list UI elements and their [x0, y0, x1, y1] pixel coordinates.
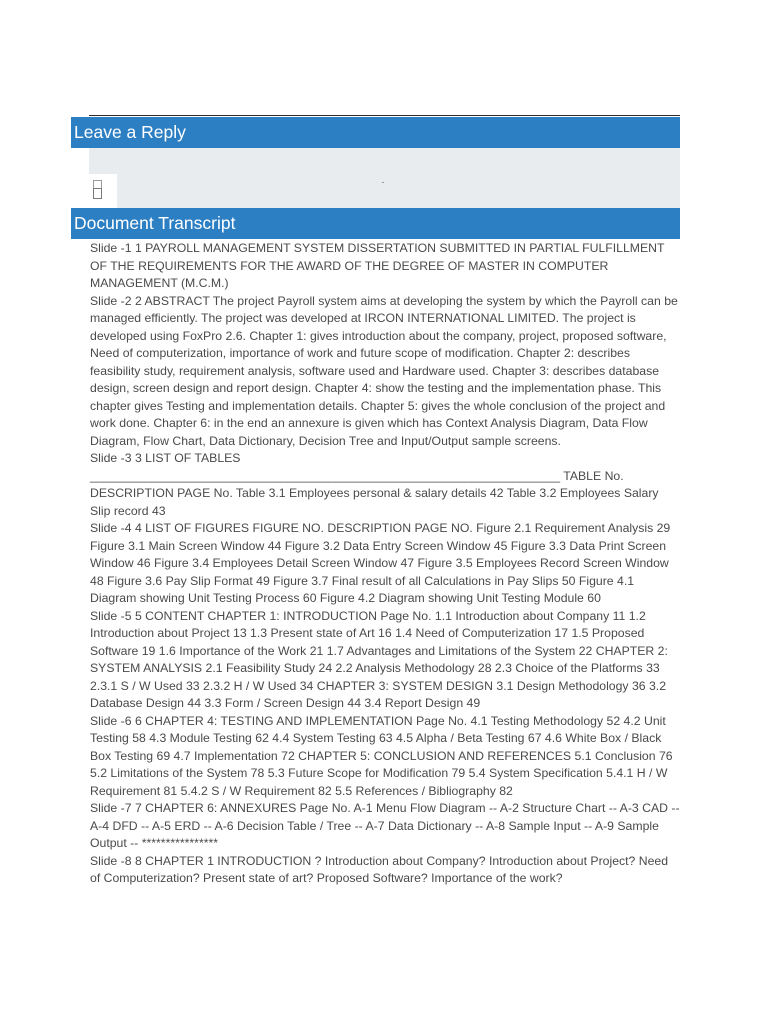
transcript-slide: Slide -1 1 PAYROLL MANAGEMENT SYSTEM DISSERTATION SUBMITTED IN PARTIAL FULFILLMENT OF THE REQUIREMENTS FOR THE AWARD OF THE DEGREE OF MASTER IN COMPUTER MANAGEMENT (M.C.M.): [90, 241, 665, 290]
top-divider: [89, 115, 680, 116]
broken-image-icon: [89, 174, 117, 208]
transcript-slide: Slide -7 7 CHAPTER 6: ANNEXURES Page No. A-1 Menu Flow Diagram -- A-2 Structure Chart -- A-3 CAD -- A-4 DFD -- A-5 ERD -- A-6 Decision Table / Tree -- A-7 Data Dictionary -- A-8 Sample Input -- A-9 Sample Output -- ****************: [90, 801, 680, 850]
leave-a-reply-header: Leave a Reply: [71, 117, 680, 148]
reply-placeholder-dot: [382, 182, 384, 183]
transcript-slide: Slide -2 2 ABSTRACT The project Payroll system aims at developing the system by which the Payroll can be managed efficiently. The project was developed at IRCON INTERNATIONAL LIMITED. The project is developed using FoxPro 2.6. Chapter 1: gives introduction about the company, project, proposed software, Need of computerization, importance of work and future scope of modification. Chapter 2: describes feasibility study, requirement analysis, software used and Hardware used. Chapter 3: describes database design, screen design and report design. Chapter 4: show the testing and the implementation phase. This chapter gives Testing and implementation details. Chapter 5: gives the whole conclusion of the project and work done. Chapter 6: in the end an annexure is given which has Context Analysis Diagram, Data Flow Diagram, Flow Chart, Data Dictionary, Decision Tree and Input/Output sample screens.: [90, 293, 678, 448]
transcript-slide: Slide -3 3 LIST OF TABLES _____________________________________________________________________ TABLE No. DESCRIPTION PAGE No. Table 3.1 Employees personal & salary details 42 Table 3.2 Employees Salary Slip record 43: [90, 451, 659, 518]
transcript-slide: Slide -6 6 CHAPTER 4: TESTING AND IMPLEMENTATION Page No. 4.1 Testing Methodology 52 4.2 Unit Testing 58 4.3 Module Testing 62 4.4 System Testing 63 4.5 Alpha / Beta Testing 67 4.6 White Box / Black Box Testing 69 4.7 Implementation 72 CHAPTER 5: CONCLUSION AND REFERENCES 5.1 Conclusion 76 5.2 Limitations of the System 78 5.3 Future Scope for Modification 79 5.4 System Specification 5.4.1 H / W Requirement 81 5.4.2 S / W Requirement 82 5.5 References / Bibliography 82: [90, 713, 673, 798]
transcript-body: [90, 240, 680, 888]
reply-form-area: [89, 148, 680, 208]
transcript-slide: Slide -5 5 CONTENT CHAPTER 1: INTRODUCTION Page No. 1.1 Introduction about Company 11 1.2 Introduction about Project 13 1.3 Present state of Art 16 1.4 Need of Computerization 17 1.5 Proposed Software 19 1.6 Importance of the Work 21 1.7 Advantages and Limitations of the System 22 CHAPTER 2: SYSTEM ANALYSIS 2.1 Feasibility Study 24 2.2 Analysis Methodology 28 2.3 Choice of the Platforms 33 2.3.1 S / W Used 33 2.3.2 H / W Used 34 CHAPTER 3: SYSTEM DESIGN 3.1 Design Methodology 36 3.2 Database Design 44 3.3 Form / Screen Design 44 3.4 Report Design 49: [90, 608, 668, 710]
transcript-slide: Slide -4 4 LIST OF FIGURES FIGURE NO. DESCRIPTION PAGE NO. Figure 2.1 Requirement Analysis 29 Figure 3.1 Main Screen Window 44 Figure 3.2 Data Entry Screen Window 45 Figure 3.3 Data Print Screen Window 46 Figure 3.4 Employees Detail Screen Window 47 Figure 3.5 Employees Record Screen Window 48 Figure 3.6 Pay Slip Format 49 Figure 3.7 Final result of all Calculations in Pay Slips 50 Figure 4.1 Diagram showing Unit Testing Process 60 Figure 4.2 Diagram showing Unit Testing Module 60: [90, 521, 671, 605]
transcript-slide: Slide -8 8 CHAPTER 1 INTRODUCTION ? Introduction about Company? Introduction about Project? Need of Computerization? Present state of art? Proposed Software? Importance of the work?: [90, 853, 669, 885]
document-transcript-header: Document Transcript: [71, 208, 680, 239]
checkbox-icon[interactable]: [93, 188, 102, 199]
